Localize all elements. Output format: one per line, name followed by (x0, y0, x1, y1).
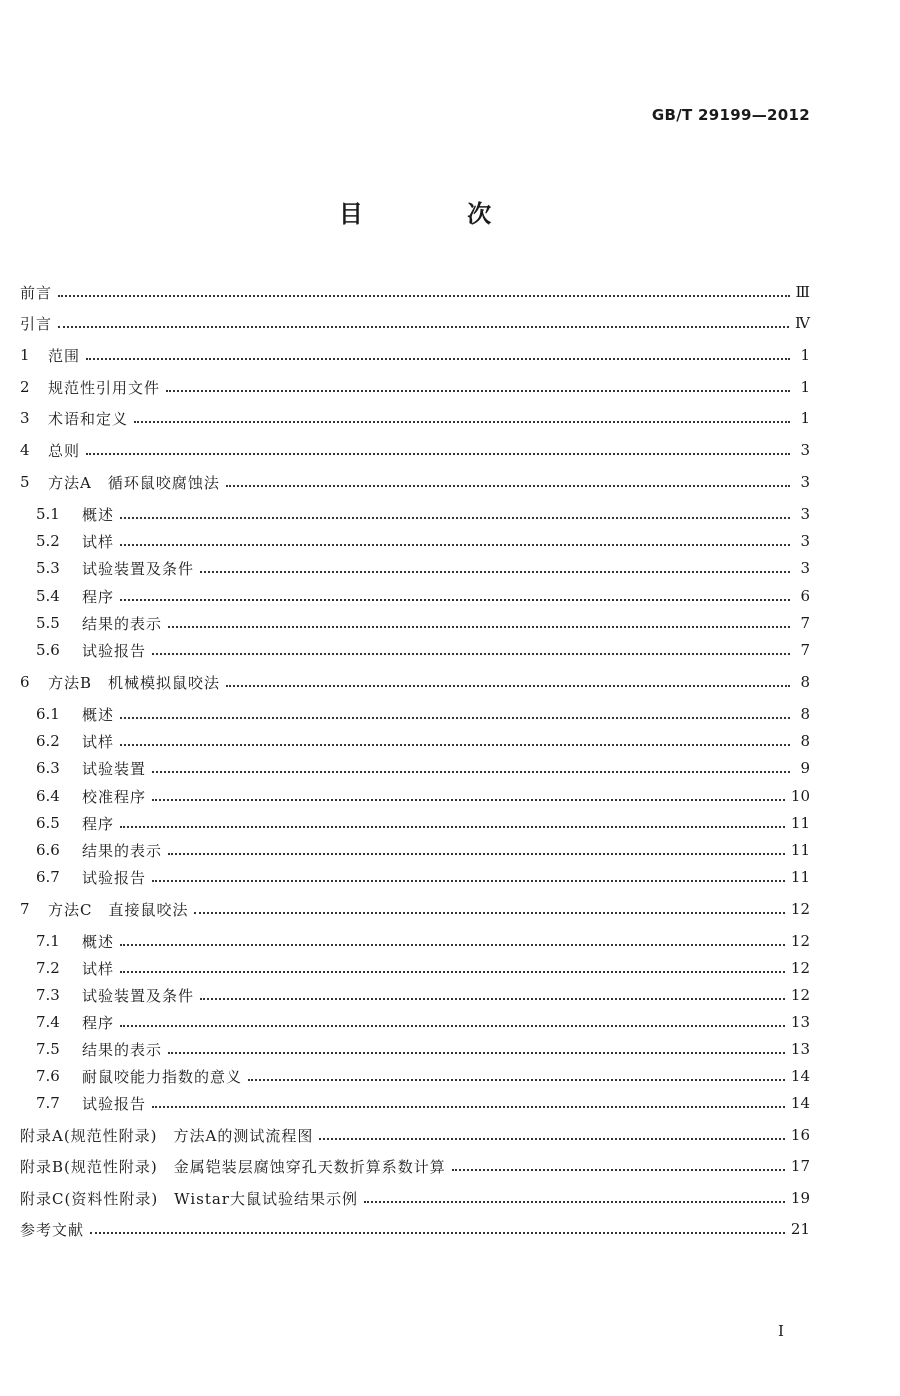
dot-leader (168, 1051, 785, 1054)
toc-entry-page: 3 (800, 532, 810, 550)
toc-entry-label: 总则 (48, 441, 81, 460)
dot-leader (226, 484, 790, 487)
toc-entry-label: 程序 (82, 587, 115, 606)
toc-entry[interactable] (36, 1064, 810, 1088)
toc-entry-label: 附录C(资料性附录) Wistar大鼠试验结果示例 (20, 1189, 358, 1208)
toc-entry-number: 3 (20, 409, 30, 427)
dot-leader (86, 357, 790, 360)
toc-entry[interactable] (20, 1123, 810, 1147)
toc-entry[interactable] (20, 897, 810, 921)
toc-entry[interactable] (36, 502, 810, 526)
toc-entry-number: 5.5 (36, 614, 60, 632)
toc-entry-label: 试验装置及条件 (82, 986, 195, 1005)
toc-entry-label: 附录A(规范性附录) 方法A的测试流程图 (20, 1126, 314, 1145)
toc-entry-label: 结果的表示 (82, 841, 163, 860)
toc-entry[interactable] (36, 983, 810, 1007)
toc-entry-number: 7.1 (36, 932, 60, 950)
toc-entry-label: 试验装置 (82, 759, 147, 778)
dot-leader (226, 684, 790, 687)
dot-leader (200, 997, 785, 1000)
toc-entry[interactable] (20, 311, 810, 335)
toc-entry-page: 3 (800, 473, 810, 491)
toc-entry-number: 6.5 (36, 814, 60, 832)
dot-leader (134, 420, 790, 423)
toc-entry[interactable] (36, 556, 810, 580)
toc-entry-page: 6 (800, 587, 810, 605)
toc-entry[interactable] (36, 929, 810, 953)
toc-entry-label: 方法B 机械模拟鼠咬法 (48, 673, 221, 692)
dot-leader (152, 879, 785, 882)
toc-entry-number: 6.2 (36, 732, 60, 750)
toc-entry[interactable] (36, 638, 810, 662)
toc-entry[interactable] (20, 1154, 810, 1178)
toc-entry-number: 7.2 (36, 959, 60, 977)
toc-entry-number: 5.6 (36, 641, 60, 659)
dot-leader (248, 1078, 785, 1081)
toc-entry-label: 程序 (82, 814, 115, 833)
toc-entry-page: 3 (800, 559, 810, 577)
toc-entry-page: 1 (800, 409, 810, 427)
toc-entry-label: 方法A 循环鼠咬腐蚀法 (48, 473, 220, 492)
dot-leader (120, 943, 785, 946)
toc-entry-number: 4 (20, 441, 30, 459)
toc-entry-page: 12 (790, 986, 810, 1004)
dot-leader (364, 1200, 785, 1203)
toc-entry[interactable] (36, 1037, 810, 1061)
toc-entry[interactable] (20, 670, 810, 694)
toc-entry-label: 引言 (20, 314, 53, 333)
toc-entry-page: 12 (790, 959, 810, 977)
toc-entry-number: 6.6 (36, 841, 60, 859)
toc-entry-page: 1 (800, 378, 810, 396)
toc-entry-page: 7 (800, 614, 810, 632)
toc-entry-number: 5 (20, 473, 30, 491)
dot-leader (120, 716, 790, 719)
dot-leader (152, 1105, 785, 1108)
page-title: 目 次 (338, 200, 540, 228)
toc-entry-label: 试验报告 (82, 868, 147, 887)
toc-entry-page: 14 (790, 1067, 810, 1085)
toc-entry[interactable] (20, 280, 810, 304)
toc-entry[interactable] (36, 1091, 810, 1115)
toc-entry-page: 3 (800, 441, 810, 459)
toc-entry-page: 13 (790, 1013, 810, 1031)
toc-entry[interactable] (20, 438, 810, 462)
toc-entry-label: 试验报告 (82, 641, 147, 660)
toc-entry-number: 7.7 (36, 1094, 60, 1112)
toc-entry-page: 11 (790, 868, 810, 886)
toc-entry-page: 16 (790, 1126, 810, 1144)
toc-entry[interactable] (36, 865, 810, 889)
toc-entry-number: 5.2 (36, 532, 60, 550)
toc-entry-label: 结果的表示 (82, 1040, 163, 1059)
toc-entry-page: 1 (800, 346, 810, 364)
toc-entry-label: 概述 (82, 932, 115, 951)
toc-entry-number: 7 (20, 900, 30, 918)
toc-entry-number: 1 (20, 346, 30, 364)
toc-entry-number: 6 (20, 673, 30, 691)
dot-leader (58, 294, 790, 297)
toc-entry-label: 概述 (82, 705, 115, 724)
toc-entry[interactable] (36, 611, 810, 635)
toc-entry-label: 术语和定义 (48, 409, 129, 428)
toc-entry-page: 19 (790, 1189, 810, 1207)
toc-entry-page: 17 (790, 1157, 810, 1175)
toc-entry-label: 概述 (82, 505, 115, 524)
toc-entry-label: 前言 (20, 283, 53, 302)
toc-entry-page: 8 (800, 673, 810, 691)
page-folio: Ⅰ (778, 1322, 784, 1340)
toc-entry-label: 范围 (48, 346, 81, 365)
toc-entry[interactable] (36, 529, 810, 553)
toc-entry-label: 规范性引用文件 (48, 378, 161, 397)
toc-entry-number: 6.3 (36, 759, 60, 777)
toc-entry[interactable] (36, 729, 810, 753)
dot-leader (194, 911, 784, 914)
toc-entry-label: 耐鼠咬能力指数的意义 (82, 1067, 243, 1086)
toc-entry-label: 试样 (82, 532, 115, 551)
toc-entry-number: 2 (20, 378, 30, 396)
dot-leader (319, 1137, 785, 1140)
dot-leader (120, 825, 785, 828)
toc-entry-number: 7.4 (36, 1013, 60, 1031)
toc-entry-page: 8 (800, 705, 810, 723)
toc-entry-label: 附录B(规范性附录) 金属铠装层腐蚀穿孔天数折算系数计算 (20, 1157, 446, 1176)
toc-entry[interactable] (36, 756, 810, 780)
toc-entry[interactable] (36, 956, 810, 980)
toc-entry[interactable] (36, 838, 810, 862)
dot-leader (120, 743, 790, 746)
toc-entry[interactable] (36, 702, 810, 726)
toc-entry-number: 7.3 (36, 986, 60, 1004)
toc-entry-number: 5.4 (36, 587, 60, 605)
toc-entry[interactable] (20, 1217, 810, 1241)
toc-entry-number: 7.5 (36, 1040, 60, 1058)
toc-entry-number: 5.1 (36, 505, 60, 523)
dot-leader (200, 570, 790, 573)
toc-entry-page: 9 (800, 759, 810, 777)
dot-leader (120, 1024, 785, 1027)
dot-leader (120, 598, 790, 601)
toc-entry-number: 6.1 (36, 705, 60, 723)
dot-leader (152, 652, 790, 655)
toc-entry-page: Ⅳ (795, 314, 810, 332)
toc-entry-number: 6.4 (36, 787, 60, 805)
dot-leader (168, 625, 790, 628)
toc-entry-page: 3 (800, 505, 810, 523)
dot-leader (90, 1231, 785, 1234)
toc-entry[interactable] (20, 375, 810, 399)
toc-entry-label: 参考文献 (20, 1220, 85, 1239)
toc-entry-page: 14 (790, 1094, 810, 1112)
toc-entry-page: Ⅲ (795, 283, 810, 301)
toc-entry-label: 结果的表示 (82, 614, 163, 633)
dot-leader (166, 389, 790, 392)
dot-leader (152, 798, 785, 801)
toc-entry-label: 程序 (82, 1013, 115, 1032)
dot-leader (120, 970, 785, 973)
toc-entry-label: 试样 (82, 732, 115, 751)
toc-entry[interactable] (20, 406, 810, 430)
toc-entry-number: 7.6 (36, 1067, 60, 1085)
toc-entry-label: 校准程序 (82, 787, 147, 806)
toc-entry-page: 13 (790, 1040, 810, 1058)
toc-entry-label: 方法C 直接鼠咬法 (48, 900, 189, 919)
toc-entry-page: 8 (800, 732, 810, 750)
toc-entry-label: 试验装置及条件 (82, 559, 195, 578)
toc-entry[interactable] (36, 1010, 810, 1034)
toc-entry-label: 试样 (82, 959, 115, 978)
dot-leader (168, 852, 785, 855)
toc-entry[interactable] (20, 343, 810, 367)
dot-leader (58, 325, 789, 328)
toc-entry-page: 12 (790, 900, 810, 918)
dot-leader (120, 516, 790, 519)
toc-entry-page: 11 (790, 814, 810, 832)
dot-leader (152, 770, 790, 773)
dot-leader (452, 1168, 785, 1171)
toc-entry-page: 21 (790, 1220, 810, 1238)
dot-leader (86, 452, 790, 455)
toc-entry-number: 5.3 (36, 559, 60, 577)
toc-entry-page: 11 (790, 841, 810, 859)
toc-entry[interactable] (36, 584, 810, 608)
toc-entry[interactable] (36, 811, 810, 835)
toc-entry-page: 10 (790, 787, 810, 805)
standard-code: GB/T 29199—2012 (651, 106, 810, 124)
toc-entry-page: 12 (790, 932, 810, 950)
toc-entry[interactable] (20, 470, 810, 494)
toc-entry-page: 7 (800, 641, 810, 659)
toc-entry[interactable] (36, 784, 810, 808)
toc-entry-number: 6.7 (36, 868, 60, 886)
toc-entry[interactable] (20, 1186, 810, 1210)
dot-leader (120, 543, 790, 546)
toc-entry-label: 试验报告 (82, 1094, 147, 1113)
